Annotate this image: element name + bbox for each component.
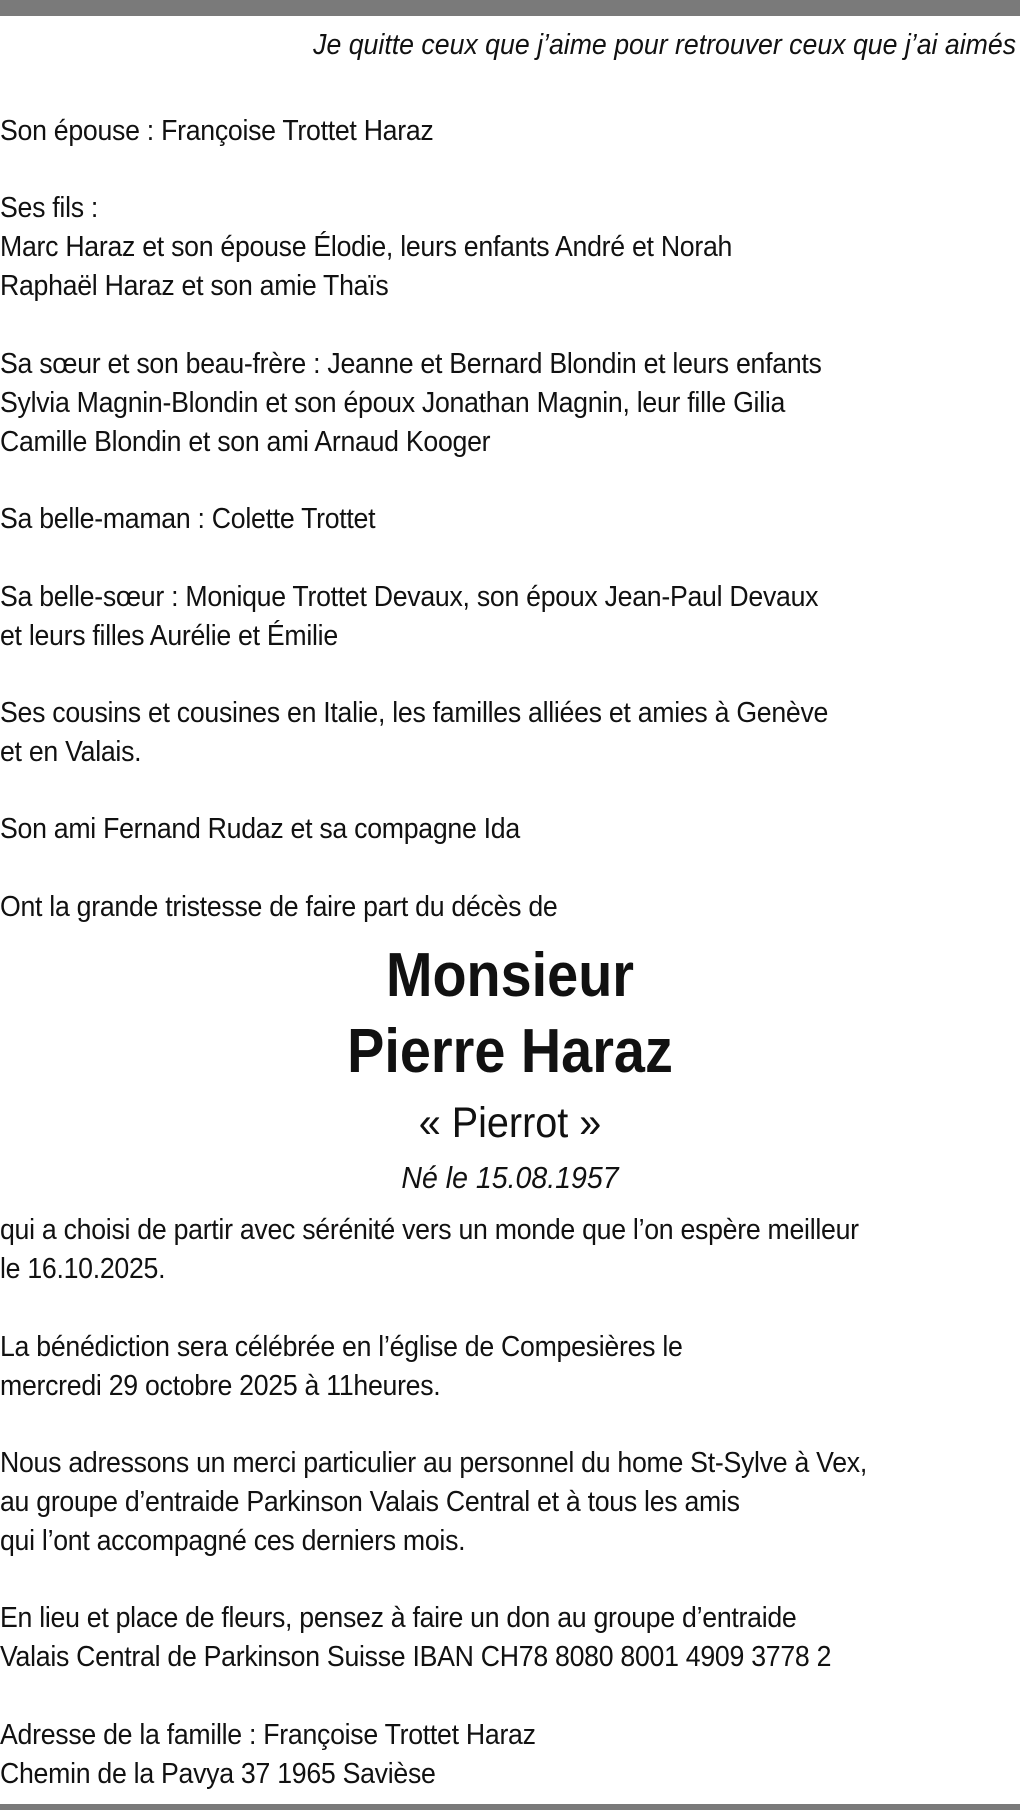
ceremony-line-1: La bénédiction sera célébrée en l’église de Compesières le xyxy=(0,1331,683,1363)
passing-line-2: le 16.10.2025. xyxy=(0,1253,166,1285)
epigraph-quote: Je quitte ceux que j’aime pour retrouver ceux que j’ai aimés xyxy=(313,29,1016,61)
sons-heading: Ses fils : xyxy=(0,192,99,224)
spouse-line: Son épouse : Françoise Trottet Haraz xyxy=(0,115,434,147)
family-address-line-1: Adresse de la famille : Françoise Trottet Haraz xyxy=(0,1719,536,1751)
family-address-line-2: Chemin de la Pavya 37 1965 Savièse xyxy=(0,1758,436,1790)
cousins-line-2: et en Valais. xyxy=(0,736,142,768)
sons-line-2: Raphaël Haraz et son amie Thaïs xyxy=(0,270,389,302)
sister-in-law-line-1: Sa belle-sœur : Monique Trottet Devaux, son époux Jean-Paul Devaux xyxy=(0,581,819,613)
mother-in-law-line: Sa belle-maman : Colette Trottet xyxy=(0,503,376,535)
friend-line: Son ami Fernand Rudaz et sa compagne Ida xyxy=(0,813,520,845)
sister-line-2: Sylvia Magnin-Blondin et son époux Jonathan Magnin, leur fille Gilia xyxy=(0,387,786,419)
top-border-rule xyxy=(0,0,1020,16)
sister-line-1: Sa sœur et son beau-frère : Jeanne et Bernard Blondin et leurs enfants xyxy=(0,348,822,380)
bottom-border-rule xyxy=(0,1804,1020,1810)
birth-date: Né le 15.08.1957 xyxy=(401,1160,619,1195)
deceased-name: Pierre Haraz xyxy=(347,1017,673,1086)
thanks-line-1: Nous adressons un merci particulier au personnel du home St-Sylve à Vex, xyxy=(0,1447,867,1479)
passing-line-1: qui a choisi de partir avec sérénité vers un monde que l’on espère meilleur xyxy=(0,1214,859,1246)
thanks-line-2: au groupe d’entraide Parkinson Valais Central et à tous les amis xyxy=(0,1486,740,1518)
sister-line-3: Camille Blondin et son ami Arnaud Kooger xyxy=(0,426,491,458)
deceased-honorific: Monsieur xyxy=(385,941,635,1010)
sons-line-1: Marc Haraz et son épouse Élodie, leurs enfants André et Norah xyxy=(0,231,733,263)
sister-in-law-line-2: et leurs filles Aurélie et Émilie xyxy=(0,620,338,652)
deceased-nickname: « Pierrot » xyxy=(418,1099,602,1147)
cousins-line-1: Ses cousins et cousines en Italie, les familles alliées et amies à Genève xyxy=(0,697,829,729)
donation-line-1: En lieu et place de fleurs, pensez à faire un don au groupe d’entraide xyxy=(0,1602,797,1634)
ceremony-line-2: mercredi 29 octobre 2025 à 11heures. xyxy=(0,1370,441,1402)
thanks-line-3: qui l’ont accompagné ces derniers mois. xyxy=(0,1525,466,1557)
announcement-intro: Ont la grande tristesse de faire part du décès de xyxy=(0,891,558,923)
donation-line-2: Valais Central de Parkinson Suisse IBAN CH78 8080 8001 4909 3778 2 xyxy=(0,1641,832,1673)
